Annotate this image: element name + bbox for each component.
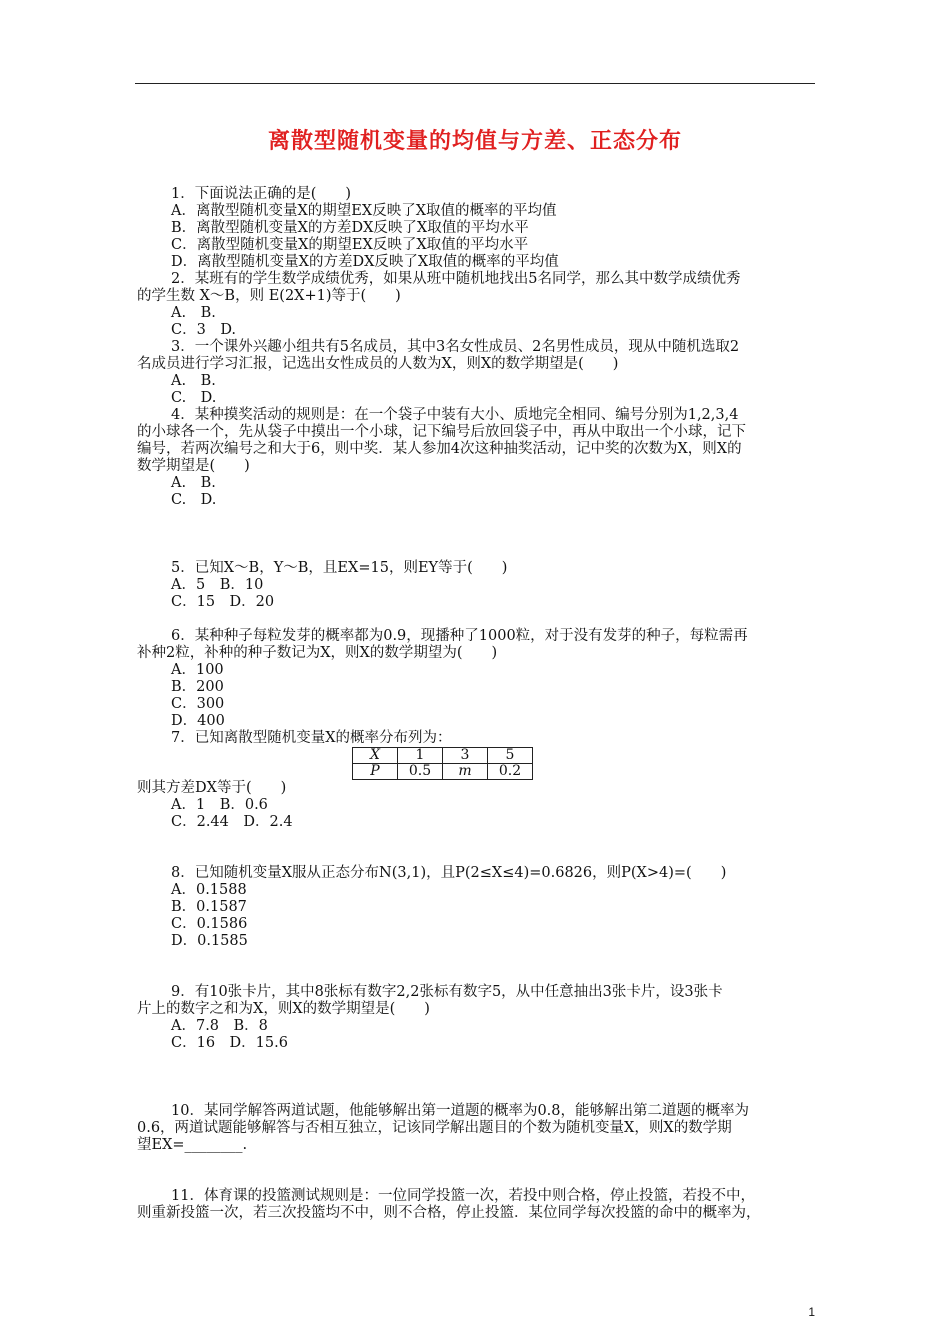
q5-stem: 5．已知X～B，Y～B，且EX=15，则EY等于( ) — [171, 560, 508, 576]
table-cell: 1 — [398, 748, 443, 764]
q7-options-ab: A．1 B．0.6 — [171, 797, 268, 813]
q10-stem-line2: 0.6，两道试题能够解答与否相互独立，记该同学解出题目的个数为随机变量X，则X的数学期 — [137, 1120, 732, 1136]
q9-stem-line1: 9．有10张卡片，其中8张标有数字2,2张标有数字5，从中任意抽出3张卡片，设3张卡 — [171, 984, 723, 1000]
page-number: 1 — [808, 1305, 815, 1319]
q1-option-c: C．离散型随机变量X的期望EX反映了X取值的平均水平 — [171, 237, 529, 253]
q7-options-cd: C．2.44 D．2.4 — [171, 814, 293, 830]
q11-stem-line2: 则重新投篮一次，若三次投篮均不中，则不合格，停止投篮．某位同学每次投篮的命中的概率为， — [137, 1205, 761, 1221]
q4-options-ab: A. B. — [171, 475, 216, 491]
q6-option-d: D．400 — [171, 713, 225, 729]
q1-option-d: D．离散型随机变量X的方差DX反映了X取值的概率的平均值 — [171, 254, 559, 270]
q10-stem-line1: 10．某同学解答两道试题，他能够解出第一道题的概率为0.8，能够解出第二道题的概率为 — [171, 1103, 750, 1119]
table-cell: X — [353, 748, 398, 764]
q3-options-cd: C. D. — [171, 390, 217, 406]
table-cell: 5 — [488, 748, 533, 764]
q3-stem-line1: 3．一个课外兴趣小组共有5名成员，其中3名女性成员、2名男性成员，现从中随机选取2 — [171, 339, 740, 355]
q1-option-a: A．离散型随机变量X的期望EX反映了X取值的概率的平均值 — [171, 203, 557, 219]
q10-stem-line3: 望EX=________. — [137, 1137, 248, 1153]
table-cell: 3 — [443, 748, 488, 764]
q4-stem-line1: 4．某种摸奖活动的规则是：在一个袋子中装有大小、质地完全相同、编号分别为1,2,3,4 — [171, 407, 739, 423]
page-title: 离散型随机变量的均值与方差、正态分布 — [267, 128, 682, 154]
q6-option-c: C．300 — [171, 696, 225, 712]
q2-options-ab: A. B. — [171, 305, 216, 321]
q3-options-ab: A. B. — [171, 373, 216, 389]
q5-options-ab: A．5 B．10 — [171, 577, 264, 593]
table-cell: 0.5 — [398, 764, 443, 780]
q1-option-b: B．离散型随机变量X的方差DX反映了X取值的平均水平 — [171, 220, 529, 236]
q4-stem-line4: 数学期望是( ) — [137, 458, 250, 474]
table-cell: m — [443, 764, 488, 780]
q8-option-c: C．0.1586 — [171, 916, 248, 932]
q6-stem-line1: 6．某种种子每粒发芽的概率都为0.9，现播种了1000粒，对于没有发芽的种子，每粒需再 — [171, 628, 748, 644]
q2-stem-line1: 2．某班有的学生数学成绩优秀，如果从班中随机地找出5名同学，那么其中数学成绩优秀 — [171, 271, 741, 287]
table-cell: 0.2 — [488, 764, 533, 780]
q6-stem-line2: 补种2粒，补种的种子数记为X，则X的数学期望为( ) — [137, 645, 498, 661]
table-cell: P — [353, 764, 398, 780]
q7-stem: 7．已知离散型随机变量X的概率分布列为： — [171, 730, 452, 746]
q4-options-cd: C. D. — [171, 492, 217, 508]
q3-stem-line2: 名成员进行学习汇报，记选出女性成员的人数为X，则X的数学期望是( ) — [137, 356, 619, 372]
header-rule — [135, 83, 815, 84]
q2-options-cd: C．3 D. — [171, 322, 237, 338]
q7-after-table: 则其方差DX等于( ) — [137, 780, 287, 796]
q5-options-cd: C．15 D．20 — [171, 594, 275, 610]
distribution-table — [352, 747, 533, 780]
q6-option-b: B．200 — [171, 679, 224, 695]
q4-stem-line3: 编号，若两次编号之和大于6，则中奖．某人参加4次这种抽奖活动，记中奖的次数为X，则X的 — [137, 441, 742, 457]
q11-stem-line1: 11．体育课的投篮测试规则是：一位同学投篮一次，若投中则合格，停止投篮，若投不中， — [171, 1188, 755, 1204]
q6-option-a: A．100 — [171, 662, 224, 678]
q4-stem-line2: 的小球各一个，先从袋子中摸出一个小球，记下编号后放回袋子中，再从中取出一个小球，记下 — [137, 424, 746, 440]
table-row — [353, 764, 533, 780]
q8-stem: 8．已知随机变量X服从正态分布N(3,1)，且P(2≤X≤4)=0.6826，则P(X>4)=( ) — [171, 865, 727, 881]
q9-options-ab: A．7.8 B．8 — [171, 1018, 268, 1034]
table-row — [353, 748, 533, 764]
q8-option-b: B．0.1587 — [171, 899, 247, 915]
q9-stem-line2: 片上的数字之和为X，则X的数学期望是( ) — [137, 1001, 430, 1017]
q8-option-d: D．0.1585 — [171, 933, 248, 949]
q8-option-a: A．0.1588 — [171, 882, 247, 898]
q9-options-cd: C．16 D．15.6 — [171, 1035, 288, 1051]
document-body — [137, 186, 817, 1222]
q1-stem: 1．下面说法正确的是( ) — [171, 186, 352, 202]
q2-stem-line2: 的学生数 X～B，则 E(2X+1)等于( ) — [137, 288, 401, 304]
